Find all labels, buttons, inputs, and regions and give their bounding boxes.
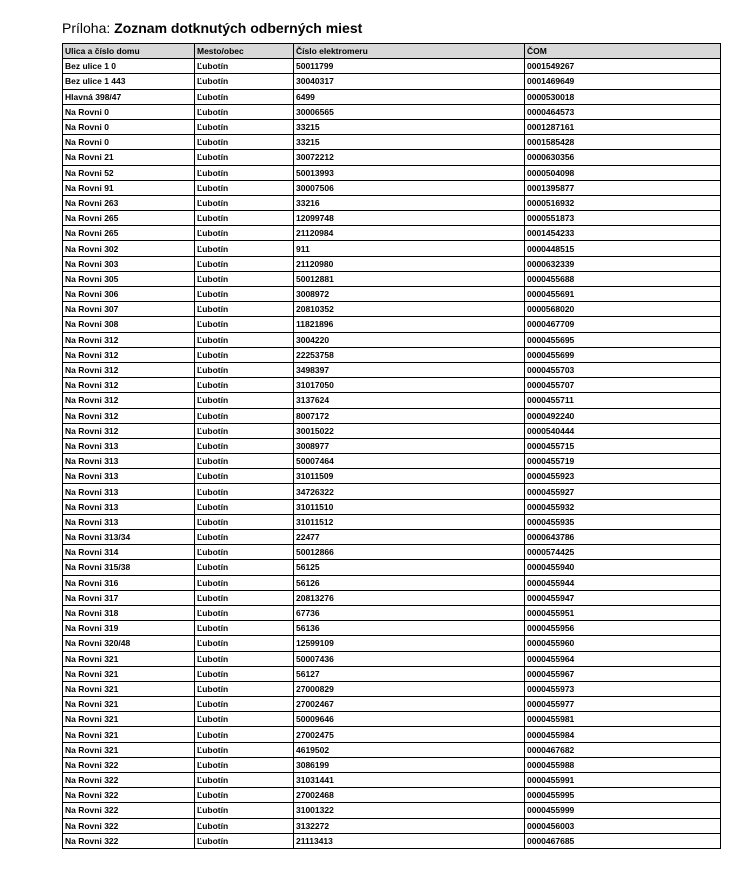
cell-town: Ľubotín <box>195 742 294 757</box>
cell-meter-number: 31011509 <box>294 469 525 484</box>
table-row <box>63 347 721 362</box>
cell-street: Na Rovni 321 <box>63 727 195 742</box>
cell-com: 0000455707 <box>525 378 721 393</box>
table-row <box>63 530 721 545</box>
cell-town: Ľubotín <box>195 393 294 408</box>
cell-com: 0000455977 <box>525 697 721 712</box>
cell-street: Na Rovni 322 <box>63 818 195 833</box>
cell-town: Ľubotín <box>195 681 294 696</box>
cell-meter-number: 56127 <box>294 666 525 681</box>
cell-street: Na Rovni 21 <box>63 150 195 165</box>
cell-town: Ľubotín <box>195 74 294 89</box>
cell-street: Na Rovni 316 <box>63 575 195 590</box>
cell-com: 0001395877 <box>525 180 721 195</box>
cell-com: 0000455691 <box>525 287 721 302</box>
cell-meter-number: 30006565 <box>294 104 525 119</box>
table-row <box>63 727 721 742</box>
cell-street: Na Rovni 306 <box>63 287 195 302</box>
cell-town: Ľubotín <box>195 438 294 453</box>
cell-meter-number: 20810352 <box>294 302 525 317</box>
cell-com: 0000467685 <box>525 833 721 848</box>
cell-com: 0001585428 <box>525 135 721 150</box>
cell-meter-number: 21120980 <box>294 256 525 271</box>
table-row <box>63 438 721 453</box>
table-row <box>63 165 721 180</box>
table-row <box>63 742 721 757</box>
cell-street: Na Rovni 313 <box>63 438 195 453</box>
cell-meter-number: 31017050 <box>294 378 525 393</box>
cell-com: 0000467682 <box>525 742 721 757</box>
cell-street: Bez ulice 1 0 <box>63 59 195 74</box>
cell-town: Ľubotín <box>195 545 294 560</box>
cell-meter-number: 31011512 <box>294 514 525 529</box>
table-row <box>63 104 721 119</box>
cell-meter-number: 4619502 <box>294 742 525 757</box>
cell-com: 0000492240 <box>525 408 721 423</box>
cell-meter-number: 31011510 <box>294 499 525 514</box>
table-row <box>63 560 721 575</box>
cell-meter-number: 22253758 <box>294 347 525 362</box>
table-row <box>63 454 721 469</box>
table-row <box>63 514 721 529</box>
cell-street: Hlavná 398/47 <box>63 89 195 104</box>
table-row <box>63 241 721 256</box>
cell-town: Ľubotín <box>195 211 294 226</box>
cell-com: 0001454233 <box>525 226 721 241</box>
cell-meter-number: 33215 <box>294 119 525 134</box>
cell-town: Ľubotín <box>195 59 294 74</box>
table-row <box>63 211 721 226</box>
table-row <box>63 773 721 788</box>
cell-meter-number: 50007464 <box>294 454 525 469</box>
cell-meter-number: 911 <box>294 241 525 256</box>
cell-town: Ľubotín <box>195 757 294 772</box>
cell-meter-number: 27002467 <box>294 697 525 712</box>
table-row <box>63 135 721 150</box>
table-row <box>63 712 721 727</box>
cell-street: Na Rovni 313 <box>63 469 195 484</box>
cell-town: Ľubotín <box>195 833 294 848</box>
cell-com: 0000455951 <box>525 605 721 620</box>
cell-town: Ľubotín <box>195 256 294 271</box>
table-row <box>63 469 721 484</box>
cell-meter-number: 27002475 <box>294 727 525 742</box>
cell-town: Ľubotín <box>195 499 294 514</box>
cell-meter-number: 67736 <box>294 605 525 620</box>
cell-town: Ľubotín <box>195 119 294 134</box>
title-main: Zoznam dotknutých odberných miest <box>114 20 363 36</box>
cell-street: Na Rovni 307 <box>63 302 195 317</box>
cell-com: 0000455988 <box>525 757 721 772</box>
cell-com: 0000455999 <box>525 803 721 818</box>
cell-com: 0000455923 <box>525 469 721 484</box>
cell-com: 0001469649 <box>525 74 721 89</box>
cell-town: Ľubotín <box>195 773 294 788</box>
page-title <box>62 20 362 36</box>
table-row <box>63 362 721 377</box>
cell-town: Ľubotín <box>195 165 294 180</box>
cell-meter-number: 27000829 <box>294 681 525 696</box>
cell-town: Ľubotín <box>195 651 294 666</box>
cell-town: Ľubotín <box>195 271 294 286</box>
cell-meter-number: 50011799 <box>294 59 525 74</box>
cell-com: 0000455932 <box>525 499 721 514</box>
cell-com: 0000448515 <box>525 241 721 256</box>
cell-town: Ľubotín <box>195 408 294 423</box>
cell-street: Na Rovni 319 <box>63 621 195 636</box>
cell-town: Ľubotín <box>195 332 294 347</box>
cell-street: Na Rovni 321 <box>63 681 195 696</box>
cell-com: 0001287161 <box>525 119 721 134</box>
cell-com: 0000455940 <box>525 560 721 575</box>
table-body <box>63 59 721 849</box>
cell-meter-number: 3008977 <box>294 438 525 453</box>
cell-town: Ľubotín <box>195 727 294 742</box>
cell-street: Na Rovni 312 <box>63 393 195 408</box>
cell-street: Na Rovni 312 <box>63 423 195 438</box>
title-prefix: Príloha: <box>62 20 115 36</box>
cell-com: 0000456003 <box>525 818 721 833</box>
table-row <box>63 605 721 620</box>
cell-street: Na Rovni 322 <box>63 757 195 772</box>
cell-street: Na Rovni 313/34 <box>63 530 195 545</box>
table-row <box>63 378 721 393</box>
cell-street: Na Rovni 0 <box>63 119 195 134</box>
cell-town: Ľubotín <box>195 347 294 362</box>
table-row <box>63 302 721 317</box>
table-row <box>63 575 721 590</box>
table-row <box>63 666 721 681</box>
cell-street: Bez ulice 1 443 <box>63 74 195 89</box>
cell-meter-number: 8007172 <box>294 408 525 423</box>
cell-com: 0000632339 <box>525 256 721 271</box>
table-row <box>63 499 721 514</box>
cell-street: Na Rovni 313 <box>63 484 195 499</box>
cell-street: Na Rovni 313 <box>63 514 195 529</box>
cell-street: Na Rovni 320/48 <box>63 636 195 651</box>
header-street: Ulica a číslo domu <box>63 44 195 59</box>
cell-town: Ľubotín <box>195 378 294 393</box>
table-row <box>63 59 721 74</box>
cell-town: Ľubotín <box>195 454 294 469</box>
cell-com: 0000455984 <box>525 727 721 742</box>
cell-town: Ľubotín <box>195 135 294 150</box>
table-row <box>63 757 721 772</box>
cell-street: Na Rovni 322 <box>63 803 195 818</box>
cell-town: Ľubotín <box>195 697 294 712</box>
cell-street: Na Rovni 305 <box>63 271 195 286</box>
table-row <box>63 195 721 210</box>
cell-meter-number: 56126 <box>294 575 525 590</box>
cell-street: Na Rovni 321 <box>63 712 195 727</box>
cell-com: 0000455715 <box>525 438 721 453</box>
cell-meter-number: 3008972 <box>294 287 525 302</box>
cell-street: Na Rovni 321 <box>63 697 195 712</box>
cell-street: Na Rovni 312 <box>63 362 195 377</box>
cell-meter-number: 31031441 <box>294 773 525 788</box>
table-row <box>63 393 721 408</box>
cell-street: Na Rovni 314 <box>63 545 195 560</box>
table-row <box>63 180 721 195</box>
table-row <box>63 621 721 636</box>
cell-meter-number: 21113413 <box>294 833 525 848</box>
cell-meter-number: 12099748 <box>294 211 525 226</box>
cell-street: Na Rovni 312 <box>63 332 195 347</box>
cell-com: 0000464573 <box>525 104 721 119</box>
cell-com: 0000643786 <box>525 530 721 545</box>
cell-street: Na Rovni 302 <box>63 241 195 256</box>
cell-town: Ľubotín <box>195 514 294 529</box>
cell-com: 0000530018 <box>525 89 721 104</box>
cell-com: 0000455719 <box>525 454 721 469</box>
cell-meter-number: 33216 <box>294 195 525 210</box>
cell-street: Na Rovni 308 <box>63 317 195 332</box>
cell-town: Ľubotín <box>195 636 294 651</box>
table-row <box>63 150 721 165</box>
cell-street: Na Rovni 322 <box>63 773 195 788</box>
cell-com: 0000504098 <box>525 165 721 180</box>
cell-meter-number: 30072212 <box>294 150 525 165</box>
header-town: Mesto/obec <box>195 44 294 59</box>
cell-town: Ľubotín <box>195 89 294 104</box>
header-com: ČOM <box>525 44 721 59</box>
cell-meter-number: 56136 <box>294 621 525 636</box>
cell-street: Na Rovni 313 <box>63 499 195 514</box>
table-row <box>63 119 721 134</box>
cell-meter-number: 30015022 <box>294 423 525 438</box>
cell-street: Na Rovni 0 <box>63 135 195 150</box>
cell-town: Ľubotín <box>195 241 294 256</box>
cell-com: 0000455991 <box>525 773 721 788</box>
cell-street: Na Rovni 265 <box>63 226 195 241</box>
table-row <box>63 590 721 605</box>
cell-com: 0000455981 <box>525 712 721 727</box>
cell-com: 0000455688 <box>525 271 721 286</box>
cell-meter-number: 30040317 <box>294 74 525 89</box>
table-row <box>63 423 721 438</box>
header-meter-number: Číslo elektromeru <box>294 44 525 59</box>
cell-meter-number: 3498397 <box>294 362 525 377</box>
table-row <box>63 74 721 89</box>
table-row <box>63 697 721 712</box>
cell-town: Ľubotín <box>195 302 294 317</box>
table-row <box>63 89 721 104</box>
cell-com: 0000574425 <box>525 545 721 560</box>
table-row <box>63 332 721 347</box>
cell-town: Ľubotín <box>195 803 294 818</box>
table-row <box>63 226 721 241</box>
cell-town: Ľubotín <box>195 423 294 438</box>
cell-meter-number: 3137624 <box>294 393 525 408</box>
table-row <box>63 818 721 833</box>
cell-town: Ľubotín <box>195 484 294 499</box>
cell-town: Ľubotín <box>195 317 294 332</box>
cell-town: Ľubotín <box>195 104 294 119</box>
table-row <box>63 788 721 803</box>
cell-town: Ľubotín <box>195 362 294 377</box>
cell-com: 0000455947 <box>525 590 721 605</box>
table-row <box>63 636 721 651</box>
cell-street: Na Rovni 322 <box>63 788 195 803</box>
cell-meter-number: 50009646 <box>294 712 525 727</box>
cell-meter-number: 21120984 <box>294 226 525 241</box>
cell-town: Ľubotín <box>195 469 294 484</box>
cell-meter-number: 34726322 <box>294 484 525 499</box>
cell-street: Na Rovni 0 <box>63 104 195 119</box>
cell-meter-number: 50012866 <box>294 545 525 560</box>
cell-meter-number: 11821896 <box>294 317 525 332</box>
table-row <box>63 256 721 271</box>
table-header-row <box>63 44 721 59</box>
cell-com: 0000516932 <box>525 195 721 210</box>
cell-com: 0000455960 <box>525 636 721 651</box>
table-row <box>63 651 721 666</box>
cell-meter-number: 50007436 <box>294 651 525 666</box>
table-row <box>63 545 721 560</box>
cell-town: Ľubotín <box>195 788 294 803</box>
cell-meter-number: 3132272 <box>294 818 525 833</box>
table-row <box>63 484 721 499</box>
cell-town: Ľubotín <box>195 195 294 210</box>
cell-street: Na Rovni 313 <box>63 454 195 469</box>
cell-town: Ľubotín <box>195 287 294 302</box>
cell-town: Ľubotín <box>195 530 294 545</box>
cell-meter-number: 6499 <box>294 89 525 104</box>
cell-town: Ľubotín <box>195 560 294 575</box>
cell-meter-number: 30007506 <box>294 180 525 195</box>
cell-street: Na Rovni 318 <box>63 605 195 620</box>
cell-com: 0001549267 <box>525 59 721 74</box>
cell-com: 0000455973 <box>525 681 721 696</box>
cell-street: Na Rovni 322 <box>63 833 195 848</box>
cell-com: 0000455699 <box>525 347 721 362</box>
cell-street: Na Rovni 321 <box>63 651 195 666</box>
cell-street: Na Rovni 91 <box>63 180 195 195</box>
table-row <box>63 803 721 818</box>
cell-meter-number: 22477 <box>294 530 525 545</box>
cell-town: Ľubotín <box>195 575 294 590</box>
cell-street: Na Rovni 263 <box>63 195 195 210</box>
cell-com: 0000455935 <box>525 514 721 529</box>
cell-street: Na Rovni 315/38 <box>63 560 195 575</box>
cell-com: 0000455927 <box>525 484 721 499</box>
cell-town: Ľubotín <box>195 605 294 620</box>
cell-street: Na Rovni 52 <box>63 165 195 180</box>
cell-street: Na Rovni 317 <box>63 590 195 605</box>
cell-com: 0000455944 <box>525 575 721 590</box>
table-row <box>63 681 721 696</box>
cell-meter-number: 50013993 <box>294 165 525 180</box>
cell-com: 0000455995 <box>525 788 721 803</box>
cell-com: 0000455967 <box>525 666 721 681</box>
cell-street: Na Rovni 303 <box>63 256 195 271</box>
cell-meter-number: 3004220 <box>294 332 525 347</box>
metering-points-table <box>62 43 721 849</box>
cell-meter-number: 50012881 <box>294 271 525 286</box>
cell-com: 0000630356 <box>525 150 721 165</box>
cell-town: Ľubotín <box>195 666 294 681</box>
cell-meter-number: 3086199 <box>294 757 525 772</box>
cell-street: Na Rovni 321 <box>63 742 195 757</box>
cell-street: Na Rovni 312 <box>63 378 195 393</box>
cell-street: Na Rovni 312 <box>63 408 195 423</box>
cell-street: Na Rovni 265 <box>63 211 195 226</box>
cell-com: 0000455956 <box>525 621 721 636</box>
table-row <box>63 287 721 302</box>
cell-town: Ľubotín <box>195 150 294 165</box>
cell-street: Na Rovni 321 <box>63 666 195 681</box>
cell-street: Na Rovni 312 <box>63 347 195 362</box>
cell-town: Ľubotín <box>195 180 294 195</box>
cell-meter-number: 33215 <box>294 135 525 150</box>
cell-town: Ľubotín <box>195 590 294 605</box>
table-row <box>63 317 721 332</box>
cell-com: 0000455695 <box>525 332 721 347</box>
cell-town: Ľubotín <box>195 818 294 833</box>
cell-com: 0000455711 <box>525 393 721 408</box>
cell-meter-number: 27002468 <box>294 788 525 803</box>
cell-com: 0000467709 <box>525 317 721 332</box>
cell-com: 0000540444 <box>525 423 721 438</box>
cell-com: 0000455964 <box>525 651 721 666</box>
cell-com: 0000568020 <box>525 302 721 317</box>
cell-town: Ľubotín <box>195 226 294 241</box>
cell-com: 0000455703 <box>525 362 721 377</box>
table-row <box>63 408 721 423</box>
cell-meter-number: 56125 <box>294 560 525 575</box>
table-row <box>63 271 721 286</box>
cell-meter-number: 31001322 <box>294 803 525 818</box>
cell-meter-number: 12599109 <box>294 636 525 651</box>
cell-meter-number: 20813276 <box>294 590 525 605</box>
cell-com: 0000551873 <box>525 211 721 226</box>
cell-town: Ľubotín <box>195 621 294 636</box>
cell-town: Ľubotín <box>195 712 294 727</box>
table-row <box>63 833 721 848</box>
